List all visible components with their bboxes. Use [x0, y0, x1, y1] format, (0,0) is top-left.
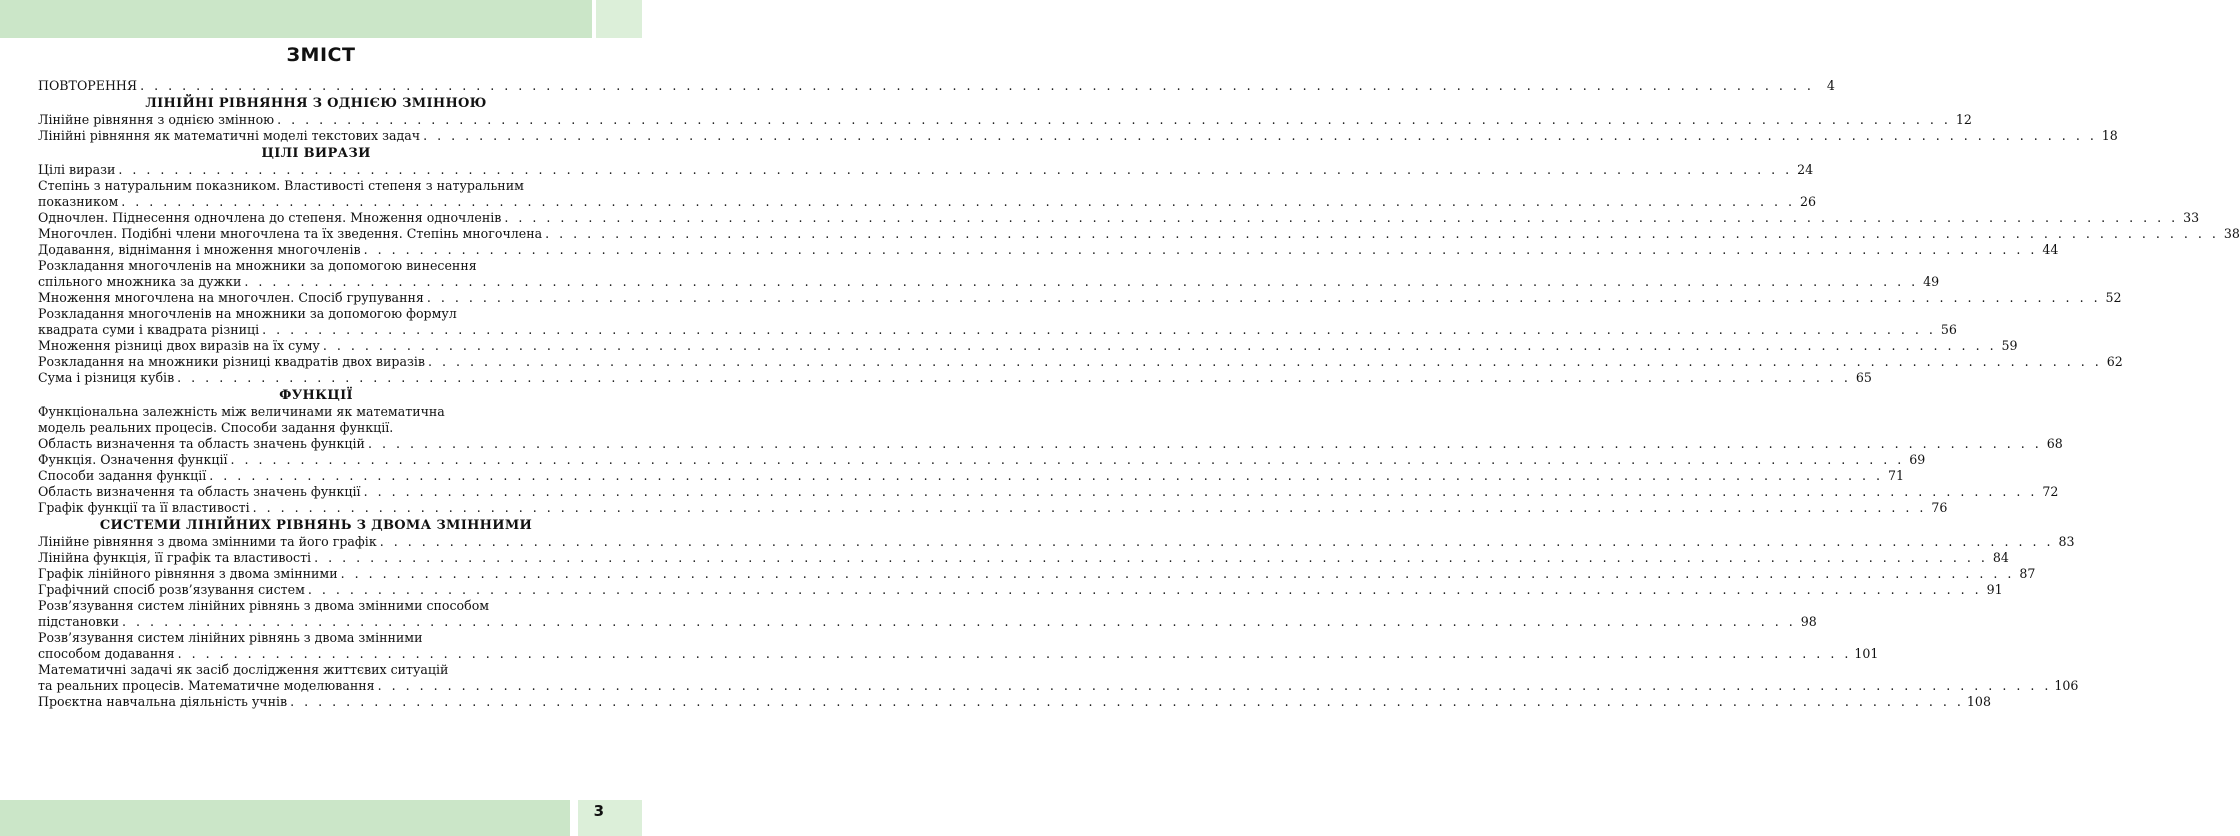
section-heading: ЦІЛІ ВИРАЗИ [261, 146, 371, 161]
toc-entry [38, 290, 2122, 306]
toc-entry [38, 646, 1879, 662]
header-band-corner [596, 0, 642, 38]
dot-leader: . . . . . . . . . . . . . . . . . . . . . . . . . . . . . . . . . . . . . . . . . . . . . . . . . . . . . . . . . . . . . . . . . . . . . . . . . . . . . . . . . . . . . . . . . . . . . . . . . . . . . . . . . . . . . . . . . . . . . . . . [118, 162, 1793, 177]
toc-page-number: 87 [2019, 566, 2036, 581]
dot-leader: . . . . . . . . . . . . . . . . . . . . . . . . . . . . . . . . . . . . . . . . . . . . . . . . . . . . . . . . . . . . . . . . . . . . . . . . . . . . . . . . . . . . . . . . . . . . . . . . . . . . . . . . . . . . . . . . . . . . . . . . [545, 226, 2219, 241]
dot-leader: . . . . . . . . . . . . . . . . . . . . . . . . . . . . . . . . . . . . . . . . . . . . . . . . . . . . . . . . . . . . . . . . . . . . . . . . . . . . . . . . . . . . . . . . . . . . . . . . . . . . . . . . . . . . . . . . . . . . . . . . [122, 614, 1796, 629]
toc-entry [38, 210, 2200, 226]
toc-entry-title: Функція. Означення функції [38, 452, 228, 467]
toc-entry [38, 338, 2018, 354]
toc-page-number: 26 [1800, 194, 1817, 209]
toc-page-number: 12 [1955, 112, 1972, 127]
toc-entry [38, 370, 1872, 386]
dot-leader: . . . . . . . . . . . . . . . . . . . . . . . . . . . . . . . . . . . . . . . . . . . . . . . . . . . . . . . . . . . . . . . . . . . . . . . . . . . . . . . . . . . . . . . . . . . . . . . . . . . . . . . . . . . . . . . . . . . . . . . . [322, 338, 1997, 353]
toc-entry-title: спільного множника за дужки [38, 274, 242, 289]
toc-page-number: 62 [2106, 354, 2123, 369]
toc-entry [38, 550, 2009, 566]
toc-entry [38, 614, 1817, 630]
dot-leader: . . . . . . . . . . . . . . . . . . . . . . . . . . . . . . . . . . . . . . . . . . . . . . . . . . . . . . . . . . . . . . . . . . . . . . . . . . . . . . . . . . . . . . . . . . . . . . . . . . . . . . . . . . . . . . . . . . . . . . . . [121, 194, 1796, 209]
toc-entry-title: Одночлен. Піднесення одночлена до степеня. Множення одночленів [38, 210, 502, 225]
dot-leader: . . . . . . . . . . . . . . . . . . . . . . . . . . . . . . . . . . . . . . . . . . . . . . . . . . . . . . . . . . . . . . . . . . . . . . . . . . . . . . . . . . . . . . . . . . . . . . . . . . . . . . . . . . . . . . . . . . . . . . . . [377, 678, 2052, 693]
dot-leader: . . . . . . . . . . . . . . . . . . . . . . . . . . . . . . . . . . . . . . . . . . . . . . . . . . . . . . . . . . . . . . . . . . . . . . . . . . . . . . . . . . . . . . . . . . . . . . . . . . . . . . . . . . . . . . . . . . . . . . . . [252, 500, 1927, 515]
toc-page-number: 71 [1888, 468, 1905, 483]
toc-entry-title: способом додавання [38, 646, 175, 661]
toc-entry-line: Розв’язування систем лінійних рівнянь з двома змінними [38, 630, 423, 645]
toc-page-number: 98 [1800, 614, 1817, 629]
toc-entry-title: показником [38, 194, 119, 209]
toc-entry-line: Розкладання многочленів на множники за допомогою формул [38, 306, 457, 321]
toc-entry [38, 128, 2118, 144]
toc-entry [38, 566, 2036, 582]
toc-entry-title: Графік лінійного рівняння з двома змінними [38, 566, 338, 581]
toc-entry-line: модель реальних процесів. Способи задання функції. [38, 420, 394, 435]
toc-entry-line: Степінь з натуральним показником. Властивості степеня з натуральним [38, 178, 524, 193]
dot-leader: . . . . . . . . . . . . . . . . . . . . . . . . . . . . . . . . . . . . . . . . . . . . . . . . . . . . . . . . . . . . . . . . . . . . . . . . . . . . . . . . . . . . . . . . . . . . . . . . . . . . . . . . . . . . . . . . . . . . . . . . [427, 354, 2102, 369]
toc-page-number: 4 [1826, 78, 1835, 93]
toc-entry-title: Графік функції та її властивості [38, 500, 250, 515]
toc-entry-title: Лінійне рівняння з двома змінними та його графік [38, 534, 377, 549]
toc-entry [38, 582, 2003, 598]
dot-leader: . . . . . . . . . . . . . . . . . . . . . . . . . . . . . . . . . . . . . . . . . . . . . . . . . . . . . . . . . . . . . . . . . . . . . . . . . . . . . . . . . . . . . . . . . . . . . . . . . . . . . . . . . . . . . . . . . . . . . . . . [230, 452, 1905, 467]
toc-entry-title: Сума і різниця кубів [38, 370, 175, 385]
footer-band-corner [578, 800, 642, 836]
dot-leader: . . . . . . . . . . . . . . . . . . . . . . . . . . . . . . . . . . . . . . . . . . . . . . . . . . . . . . . . . . . . . . . . . . . . . . . . . . . . . . . . . . . . . . . . . . . . . . . . . . . . . . . . . . . . . . . . . . . . . . . . [244, 274, 1919, 289]
section-heading: ФУНКЦІЇ [279, 388, 353, 403]
toc-entry-title: Множення многочлена на многочлен. Спосіб групування [38, 290, 424, 305]
dot-leader: . . . . . . . . . . . . . . . . . . . . . . . . . . . . . . . . . . . . . . . . . . . . . . . . . . . . . . . . . . . . . . . . . . . . . . . . . . . . . . . . . . . . . . . . . . . . . . . . . . . . . . . . . . . . . . . . . . . . . . . . [177, 370, 1851, 385]
toc-entry-title: Цілі вирази [38, 162, 116, 177]
dot-leader: . . . . . . . . . . . . . . . . . . . . . . . . . . . . . . . . . . . . . . . . . . . . . . . . . . . . . . . . . . . . . . . . . . . . . . . . . . . . . . . . . . . . . . . . . . . . . . . . . . . . . . . . . . . . . . . . . . . . . . . . [314, 550, 1988, 565]
toc-page-number: 106 [2054, 678, 2079, 693]
toc-page-number: 33 [2183, 210, 2200, 225]
dot-leader: . . . . . . . . . . . . . . . . . . . . . . . . . . . . . . . . . . . . . . . . . . . . . . . . . . . . . . . . . . . . . . . . . . . . . . . . . . . . . . . . . . . . . . . . . . . . . . . . . . . . . . . . . . . . . . . . . . . . . . . . [426, 290, 2101, 305]
toc-entry-title: Графічний спосіб розв’язування систем [38, 582, 305, 597]
toc-entry-title: Многочлен. Подібні члени многочлена та їх зведення. Степінь многочлена [38, 226, 543, 241]
toc-entry-intro [38, 78, 1835, 94]
toc-entry [38, 484, 2059, 500]
dot-leader: . . . . . . . . . . . . . . . . . . . . . . . . . . . . . . . . . . . . . . . . . . . . . . . . . . . . . . . . . . . . . . . . . . . . . . . . . . . . . . . . . . . . . . . . . . . . . . . . . . . . . . . . . . . . . . . . . . . . . . . . [423, 128, 2097, 143]
section-heading: ЛІНІЙНІ РІВНЯННЯ З ОДНІЄЮ ЗМІННОЮ [145, 96, 487, 111]
toc-page-number: 44 [2042, 242, 2059, 257]
toc-entry-title: та реальних процесів. Математичне моделювання [38, 678, 375, 693]
toc-entry-title: Додавання, віднімання і множення многочленів [38, 242, 361, 257]
dot-leader: . . . . . . . . . . . . . . . . . . . . . . . . . . . . . . . . . . . . . . . . . . . . . . . . . . . . . . . . . . . . . . . . . . . . . . . . . . . . . . . . . . . . . . . . . . . . . . . . . . . . . . . . . . . . . . . . . . . . . . . . [340, 566, 2015, 581]
toc-entry [38, 694, 1991, 710]
toc-page-number: 65 [1855, 370, 1872, 385]
toc-entry-line: Розкладання многочленів на множники за допомогою винесення [38, 258, 477, 273]
toc-entry [38, 274, 1940, 290]
toc-entry [38, 162, 1814, 178]
table-of-contents [38, 78, 2240, 710]
header-band [0, 0, 592, 38]
footer-band [0, 800, 570, 836]
toc-entry-title: Лінійне рівняння з однією змінною [38, 112, 275, 127]
toc-entry-line: Функціональна залежність між величинами як математична [38, 404, 445, 419]
toc-entry-title: Множення різниці двох виразів на їх суму [38, 338, 320, 353]
dot-leader: . . . . . . . . . . . . . . . . . . . . . . . . . . . . . . . . . . . . . . . . . . . . . . . . . . . . . . . . . . . . . . . . . . . . . . . . . . . . . . . . . . . . . . . . . . . . . . . . . . . . . . . . . . . . . . . . . . . . . . . . [290, 694, 1964, 709]
toc-entry [38, 468, 1905, 484]
toc-entry-title: Лінійні рівняння як математичні моделі текстових задач [38, 128, 421, 143]
toc-page-number: 101 [1854, 646, 1879, 661]
toc-entry-title: Розкладання на множники різниці квадратів двох виразів [38, 354, 425, 369]
toc-page-number: 108 [1966, 694, 1991, 709]
toc-entry-title: квадрата суми і квадрата різниці [38, 322, 260, 337]
dot-leader: . . . . . . . . . . . . . . . . . . . . . . . . . . . . . . . . . . . . . . . . . . . . . . . . . . . . . . . . . . . . . . . . . . . . . . . . . . . . . . . . . . . . . . . . . . . . . . . . . . . . . . . . . . . . . . . . . . . . . . . . [504, 210, 2179, 225]
toc-entry-title: Лінійна функція, її графік та властивості [38, 550, 312, 565]
toc-page-number: 83 [2058, 534, 2075, 549]
page-number: 3 [593, 802, 604, 820]
toc-page-number: 52 [2105, 290, 2122, 305]
dot-leader: . . . . . . . . . . . . . . . . . . . . . . . . . . . . . . . . . . . . . . . . . . . . . . . . . . . . . . . . . . . . . . . . . . . . . . . . . . . . . . . . . . . . . . . . . . . . . . . . . . . . . . . . . . . . . . . . . . . . . . . . [363, 242, 2038, 257]
toc-entry-title: Область визначення та область значень функції [38, 484, 361, 499]
toc-entry-title: Проєктна навчальна діяльність учнів [38, 694, 288, 709]
toc-entry-title: підстановки [38, 614, 120, 629]
toc-page-number: 91 [1986, 582, 2003, 597]
dot-leader: . . . . . . . . . . . . . . . . . . . . . . . . . . . . . . . . . . . . . . . . . . . . . . . . . . . . . . . . . . . . . . . . . . . . . . . . . . . . . . . . . . . . . . . . . . . . . . . . . . . . . . . . . . . . . . . . . . . . . . . . [262, 322, 1936, 337]
toc-page-number: 59 [2001, 338, 2018, 353]
dot-leader: . . . . . . . . . . . . . . . . . . . . . . . . . . . . . . . . . . . . . . . . . . . . . . . . . . . . . . . . . . . . . . . . . . . . . . . . . . . . . . . . . . . . . . . . . . . . . . . . . . . . . . . . . . . . . . . . . . . . . . . . [140, 78, 1814, 93]
page-title: ЗМІСТ [286, 44, 356, 66]
toc-entry-title: ПОВТОРЕННЯ [38, 78, 138, 93]
dot-leader: . . . . . . . . . . . . . . . . . . . . . . . . . . . . . . . . . . . . . . . . . . . . . . . . . . . . . . . . . . . . . . . . . . . . . . . . . . . . . . . . . . . . . . . . . . . . . . . . . . . . . . . . . . . . . . . . . . . . . . . . [307, 582, 1982, 597]
toc-page-number: 18 [2101, 128, 2118, 143]
toc-page-number: 76 [1931, 500, 1948, 515]
toc-entry [38, 242, 2059, 258]
toc-page-number: 68 [2046, 436, 2063, 451]
dot-leader: . . . . . . . . . . . . . . . . . . . . . . . . . . . . . . . . . . . . . . . . . . . . . . . . . . . . . . . . . . . . . . . . . . . . . . . . . . . . . . . . . . . . . . . . . . . . . . . . . . . . . . . . . . . . . . . . . . . . . . . . [363, 484, 2038, 499]
toc-page-number: 49 [1923, 274, 1940, 289]
toc-entry [38, 534, 2075, 550]
toc-entry-title: Область визначення та область значень функцій [38, 436, 365, 451]
toc-entry [38, 678, 2079, 694]
toc-page-number: 84 [1992, 550, 2009, 565]
toc-entry [38, 500, 1948, 516]
toc-entry [38, 452, 1926, 468]
toc-page-number: 56 [1940, 322, 1957, 337]
toc-entry [38, 322, 1957, 338]
toc-page-number: 24 [1797, 162, 1814, 177]
toc-entry [38, 226, 2240, 242]
dot-leader: . . . . . . . . . . . . . . . . . . . . . . . . . . . . . . . . . . . . . . . . . . . . . . . . . . . . . . . . . . . . . . . . . . . . . . . . . . . . . . . . . . . . . . . . . . . . . . . . . . . . . . . . . . . . . . . . . . . . . . . . [379, 534, 2054, 549]
toc-page-number: 69 [1909, 452, 1926, 467]
section-heading: СИСТЕМИ ЛІНІЙНИХ РІВНЯНЬ З ДВОМА ЗМІННИМИ [99, 518, 533, 533]
dot-leader: . . . . . . . . . . . . . . . . . . . . . . . . . . . . . . . . . . . . . . . . . . . . . . . . . . . . . . . . . . . . . . . . . . . . . . . . . . . . . . . . . . . . . . . . . . . . . . . . . . . . . . . . . . . . . . . . . . . . . . . . [277, 112, 1951, 127]
toc-entry [38, 194, 1817, 210]
dot-leader: . . . . . . . . . . . . . . . . . . . . . . . . . . . . . . . . . . . . . . . . . . . . . . . . . . . . . . . . . . . . . . . . . . . . . . . . . . . . . . . . . . . . . . . . . . . . . . . . . . . . . . . . . . . . . . . . . . . . . . . . [177, 646, 1852, 661]
toc-entry-line: Розв’язування систем лінійних рівнянь з двома змінними способом [38, 598, 490, 613]
toc-entry [38, 436, 2063, 452]
toc-entry [38, 112, 1972, 128]
toc-entry-title: Способи задання функції [38, 468, 207, 483]
toc-entry [38, 354, 2123, 370]
toc-page-number: 72 [2042, 484, 2059, 499]
toc-entry-line: Математичні задачі як засіб дослідження життєвих ситуацій [38, 662, 449, 677]
toc-page-number: 38 [2223, 226, 2240, 241]
dot-leader: . . . . . . . . . . . . . . . . . . . . . . . . . . . . . . . . . . . . . . . . . . . . . . . . . . . . . . . . . . . . . . . . . . . . . . . . . . . . . . . . . . . . . . . . . . . . . . . . . . . . . . . . . . . . . . . . . . . . . . . . [367, 436, 2042, 451]
dot-leader: . . . . . . . . . . . . . . . . . . . . . . . . . . . . . . . . . . . . . . . . . . . . . . . . . . . . . . . . . . . . . . . . . . . . . . . . . . . . . . . . . . . . . . . . . . . . . . . . . . . . . . . . . . . . . . . . . . . . . . . . [209, 468, 1884, 483]
